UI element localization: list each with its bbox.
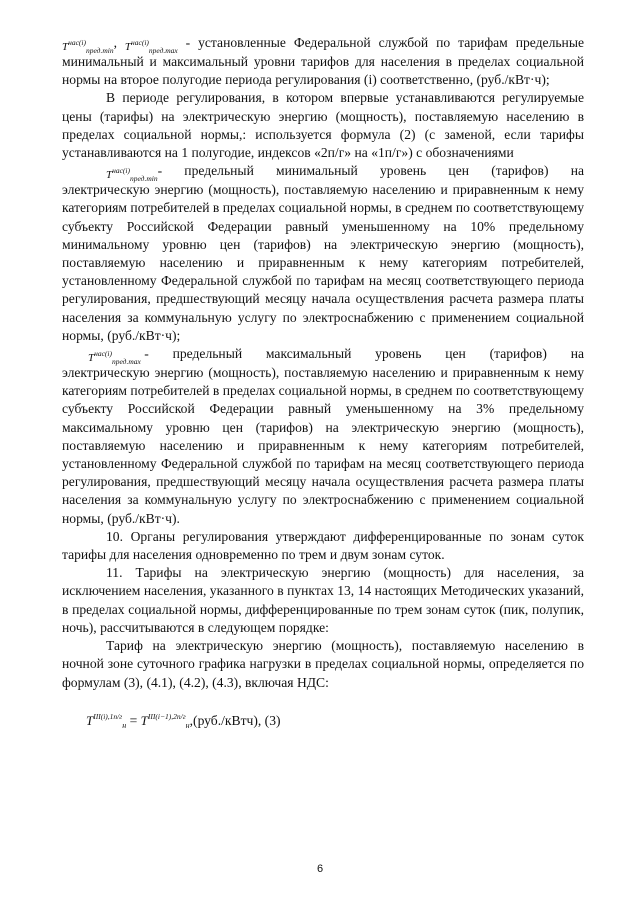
page-number: 6 — [316, 863, 324, 875]
formula-3 — [62, 712, 584, 730]
intro-paragraph: $T^{нас(i)}_{пред.min}$, $T^{нас(i)}_{пред.max}$ - установленные Федеральной службой по тарифам предельные минимальный и максимальный уровни тарифов для населения в пределах социальной нормы на второе полугодие периода регулирования (i) соответственно, (руб./кВт·ч); — [62, 35, 584, 88]
definition-max — [62, 345, 584, 528]
clause-11: 11. Тарифы на электрическую энергию (мощность) для населения, за исключением населения, указанного в пунктах 13, 14 настоящих Методических указаний, в пределах социальной нормы, дифференцированные по трем зонам суток (пик, полупик, ночь), рассчитываются в следующем порядке: — [62, 565, 584, 635]
definition-max-text: электрическую энергию (мощность), поставляемую населению и приравненным к нему категориям потребителей в пределах социальной нормы, в среднем по соответствующему субъекту Российской Федерации равный уменьшенному на 3% предельному максимальному уровню цен (тарифов) на электрическую энергию (мощность), поставляемую населению и приравненным к нему категориям потребителей, установленному Федеральной службой по тарифам на месяц соответствующего периода регулирования, предшествующий месяцу начала осуществления расчета размера платы населения за коммунальную услугу по электроснабжению с применением социальной нормы, (руб./кВт·ч). — [62, 365, 584, 526]
formula-equals: = — [129, 712, 138, 728]
formula-tail: ,(руб./кВтч), (3) — [189, 712, 281, 728]
definition-min-head: $T^{нас(i)}_{пред.min}-$ предельный минимальный уровень цен (тарифов) на — [106, 163, 584, 184]
intro-text: - установленные Федеральной службой по тарифам предельные минимальный и максимальный уровни тарифов для населения в пределах социальной нормы на второе полугодие периода регулирования (i) соответственно, (руб./кВт·ч); — [62, 35, 584, 88]
clause-10: 10. Органы регулирования утверждают дифференцированные по зонам суток тарифы для населения одновременно по трем и двум зонам суток. — [62, 528, 584, 563]
symbol-t-pred-max: $T^{нас(i)}_{пред.max}$ — [124, 38, 178, 55]
definition-max-head: $T^{нас(i)}_{пред.max}$ - предельный максимальный уровень цен (тарифов) на — [88, 346, 584, 367]
definition-min — [62, 162, 584, 345]
definition-min-text: электрическую энергию (мощность), поставляемую населению и приравненным к нему категориям потребителей в пределах социальной нормы, в среднем по соответствующему субъекту Российской Федерации равный уменьшенному на 10% предельному минимальному уровню цен (тарифов) на электрическую энергию (мощность), поставляемую населению и приравненным к нему категориям потребителей, установленному Федеральной службой по тарифам на месяц соответствующего периода регулирования, предшествующий месяцу начала осуществления расчета размера платы населения за коммунальную услугу по электроснабжению с применением социальной нормы, (руб./кВт·ч); — [62, 182, 584, 343]
paragraph-first-period: В периоде регулирования, в котором впервые устанавливаются регулируемые цены (тарифы) на электрическую энергию (мощность), поставляемую населению в пределах социальной нормы,: используется формула (2) (с заменой, если тарифы устанавливаются на 1 полугодие, индексов «2п/г» на «1п/г») с обозначениями — [62, 90, 584, 161]
symbol-t-pred-min: $T^{нас(i)}_{пред.min}$ — [106, 166, 158, 184]
symbol-t-pred-max: $T^{нас(i)}_{пред.max}$ — [88, 349, 141, 367]
formula-lhs: $T^{III(i),1п/г}_н$ — [86, 711, 127, 730]
formula-rhs: $T^{III(i-1),2п/г}_н$ — [140, 711, 190, 730]
paragraph-night-zone: Тариф на электрическую энергию (мощность), поставляемую населению в ночной зоне суточного графика нагрузки в пределах социальной нормы, определяется по формулам (3), (4.1), (4.2), (4.3), включая НДС: — [62, 638, 584, 690]
symbol-t-pred-min: $T^{нас(i)}_{пред.min}$ — [62, 38, 114, 55]
